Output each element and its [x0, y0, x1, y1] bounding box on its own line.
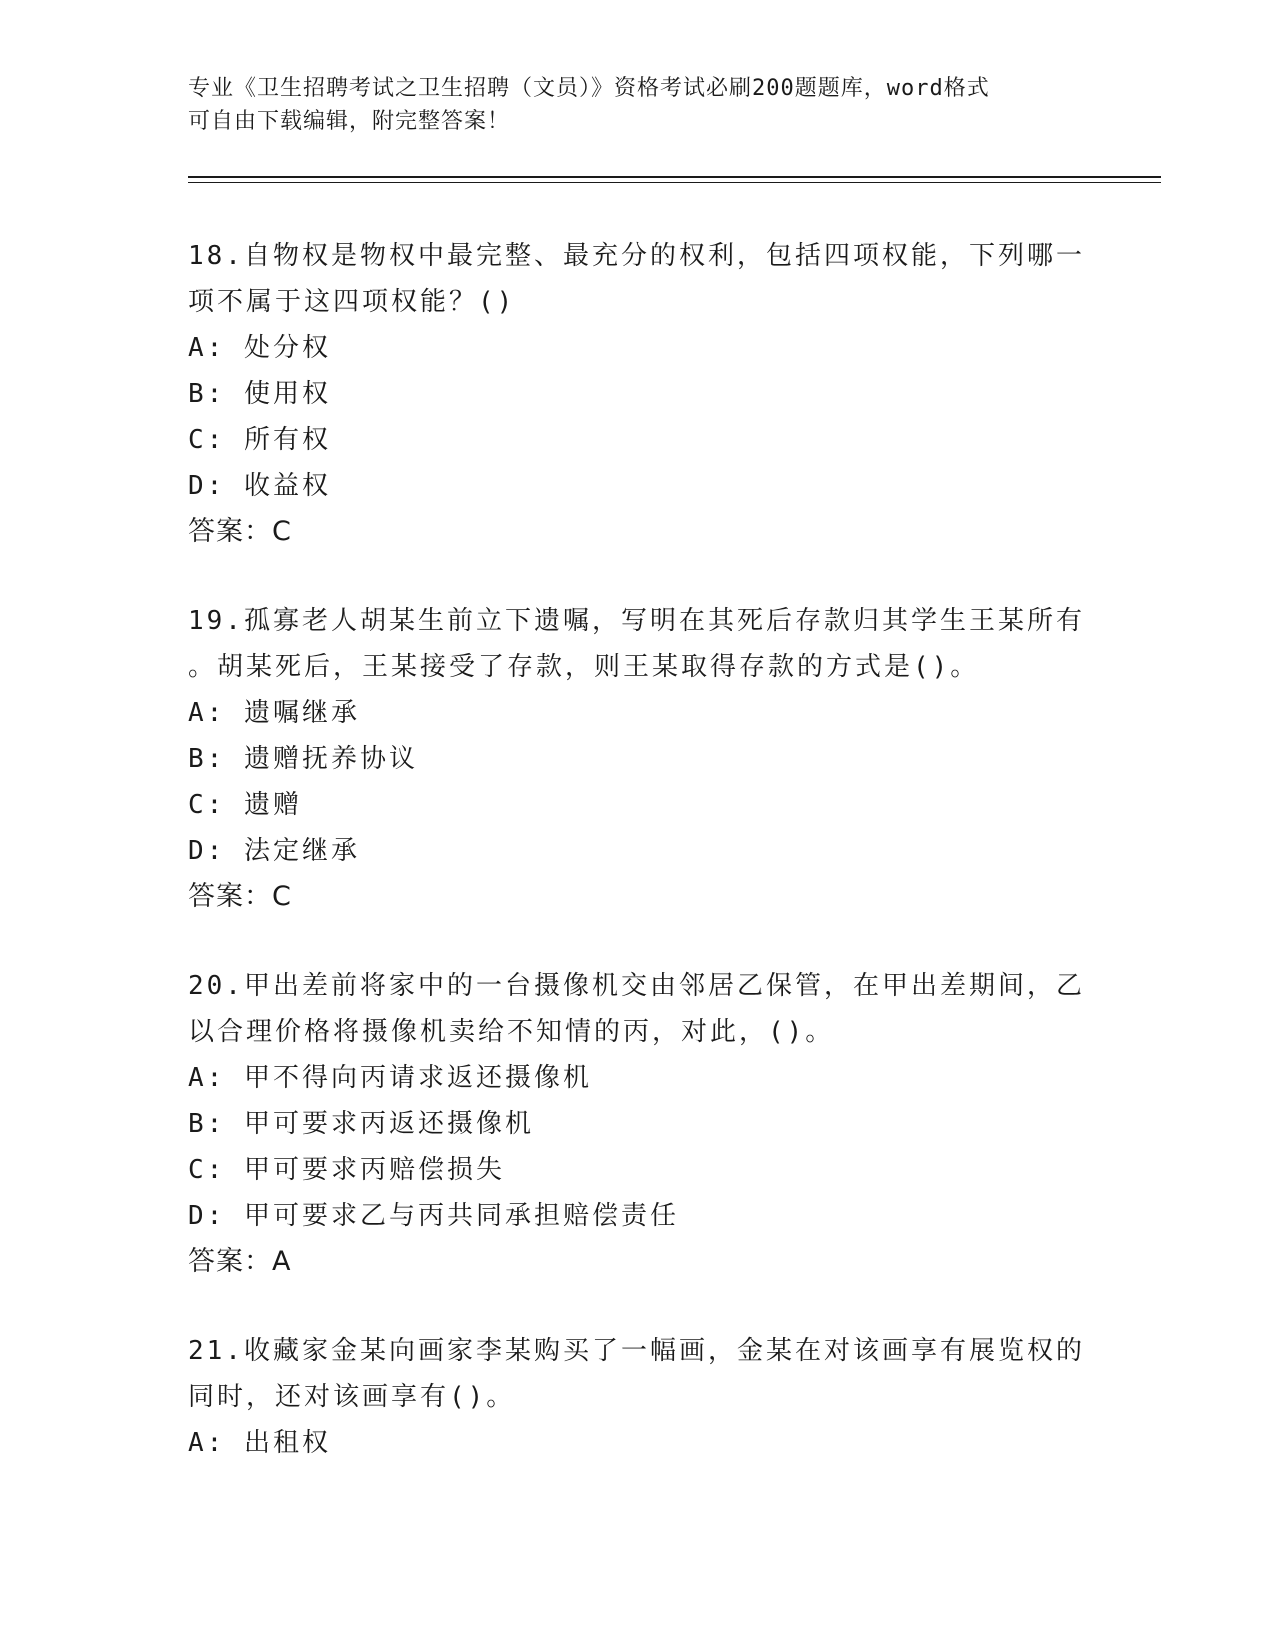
question-stem-line-2: 项不属于这四项权能？()	[188, 287, 516, 317]
option-d: D: 收益权	[188, 471, 331, 501]
question-stem-line-1: 18.自物权是物权中最完整、最充分的权利，包括四项权能，下列哪一	[188, 241, 1085, 271]
document-header	[188, 72, 1068, 138]
option-b: B: 甲可要求丙返还摄像机	[188, 1109, 534, 1139]
header-title-line-2: 可自由下载编辑，附完整答案！	[188, 109, 511, 134]
question-stem-line-1: 20.甲出差前将家中的一台摄像机交由邻居乙保管，在甲出差期间，乙	[188, 971, 1085, 1001]
question-stem-line-1: 21.收藏家金某向画家李某购买了一幅画，金某在对该画享有展览权的	[188, 1336, 1085, 1366]
option-c: C: 遗赠	[188, 790, 302, 820]
question-20	[188, 963, 1088, 1285]
question-stem-line-2: 。胡某死后，王某接受了存款，则王某取得存款的方式是()。	[188, 652, 980, 682]
option-a: A: 处分权	[188, 333, 331, 363]
question-stem-line-2: 以合理价格将摄像机卖给不知情的丙，对此，()。	[188, 1017, 835, 1047]
option-c: C: 甲可要求丙赔偿损失	[188, 1155, 505, 1185]
header-divider-thin	[188, 182, 1161, 183]
question-stem-line-1: 19.孤寡老人胡某生前立下遗嘱，写明在其死后存款归其学生王某所有	[188, 606, 1085, 636]
option-a: A: 出租权	[188, 1428, 331, 1458]
header-title-line-1: 专业《卫生招聘考试之卫生招聘（文员）》资格考试必刷200题题库，word格式	[188, 76, 990, 101]
question-21	[188, 1328, 1088, 1466]
option-a: A: 遗嘱继承	[188, 698, 360, 728]
question-19	[188, 598, 1088, 920]
option-d: D: 甲可要求乙与丙共同承担赔偿责任	[188, 1201, 679, 1231]
option-a: A: 甲不得向丙请求返还摄像机	[188, 1063, 592, 1093]
option-b: B: 遗赠抚养协议	[188, 744, 418, 774]
option-b: B: 使用权	[188, 379, 331, 409]
header-divider-thick	[188, 176, 1161, 178]
question-stem-line-2: 同时，还对该画享有()。	[188, 1382, 516, 1412]
question-18	[188, 233, 1088, 555]
option-d: D: 法定继承	[188, 836, 360, 866]
answer: 答案：C	[188, 881, 292, 912]
answer: 答案：C	[188, 516, 292, 547]
answer: 答案：A	[188, 1246, 292, 1277]
option-c: C: 所有权	[188, 425, 331, 455]
